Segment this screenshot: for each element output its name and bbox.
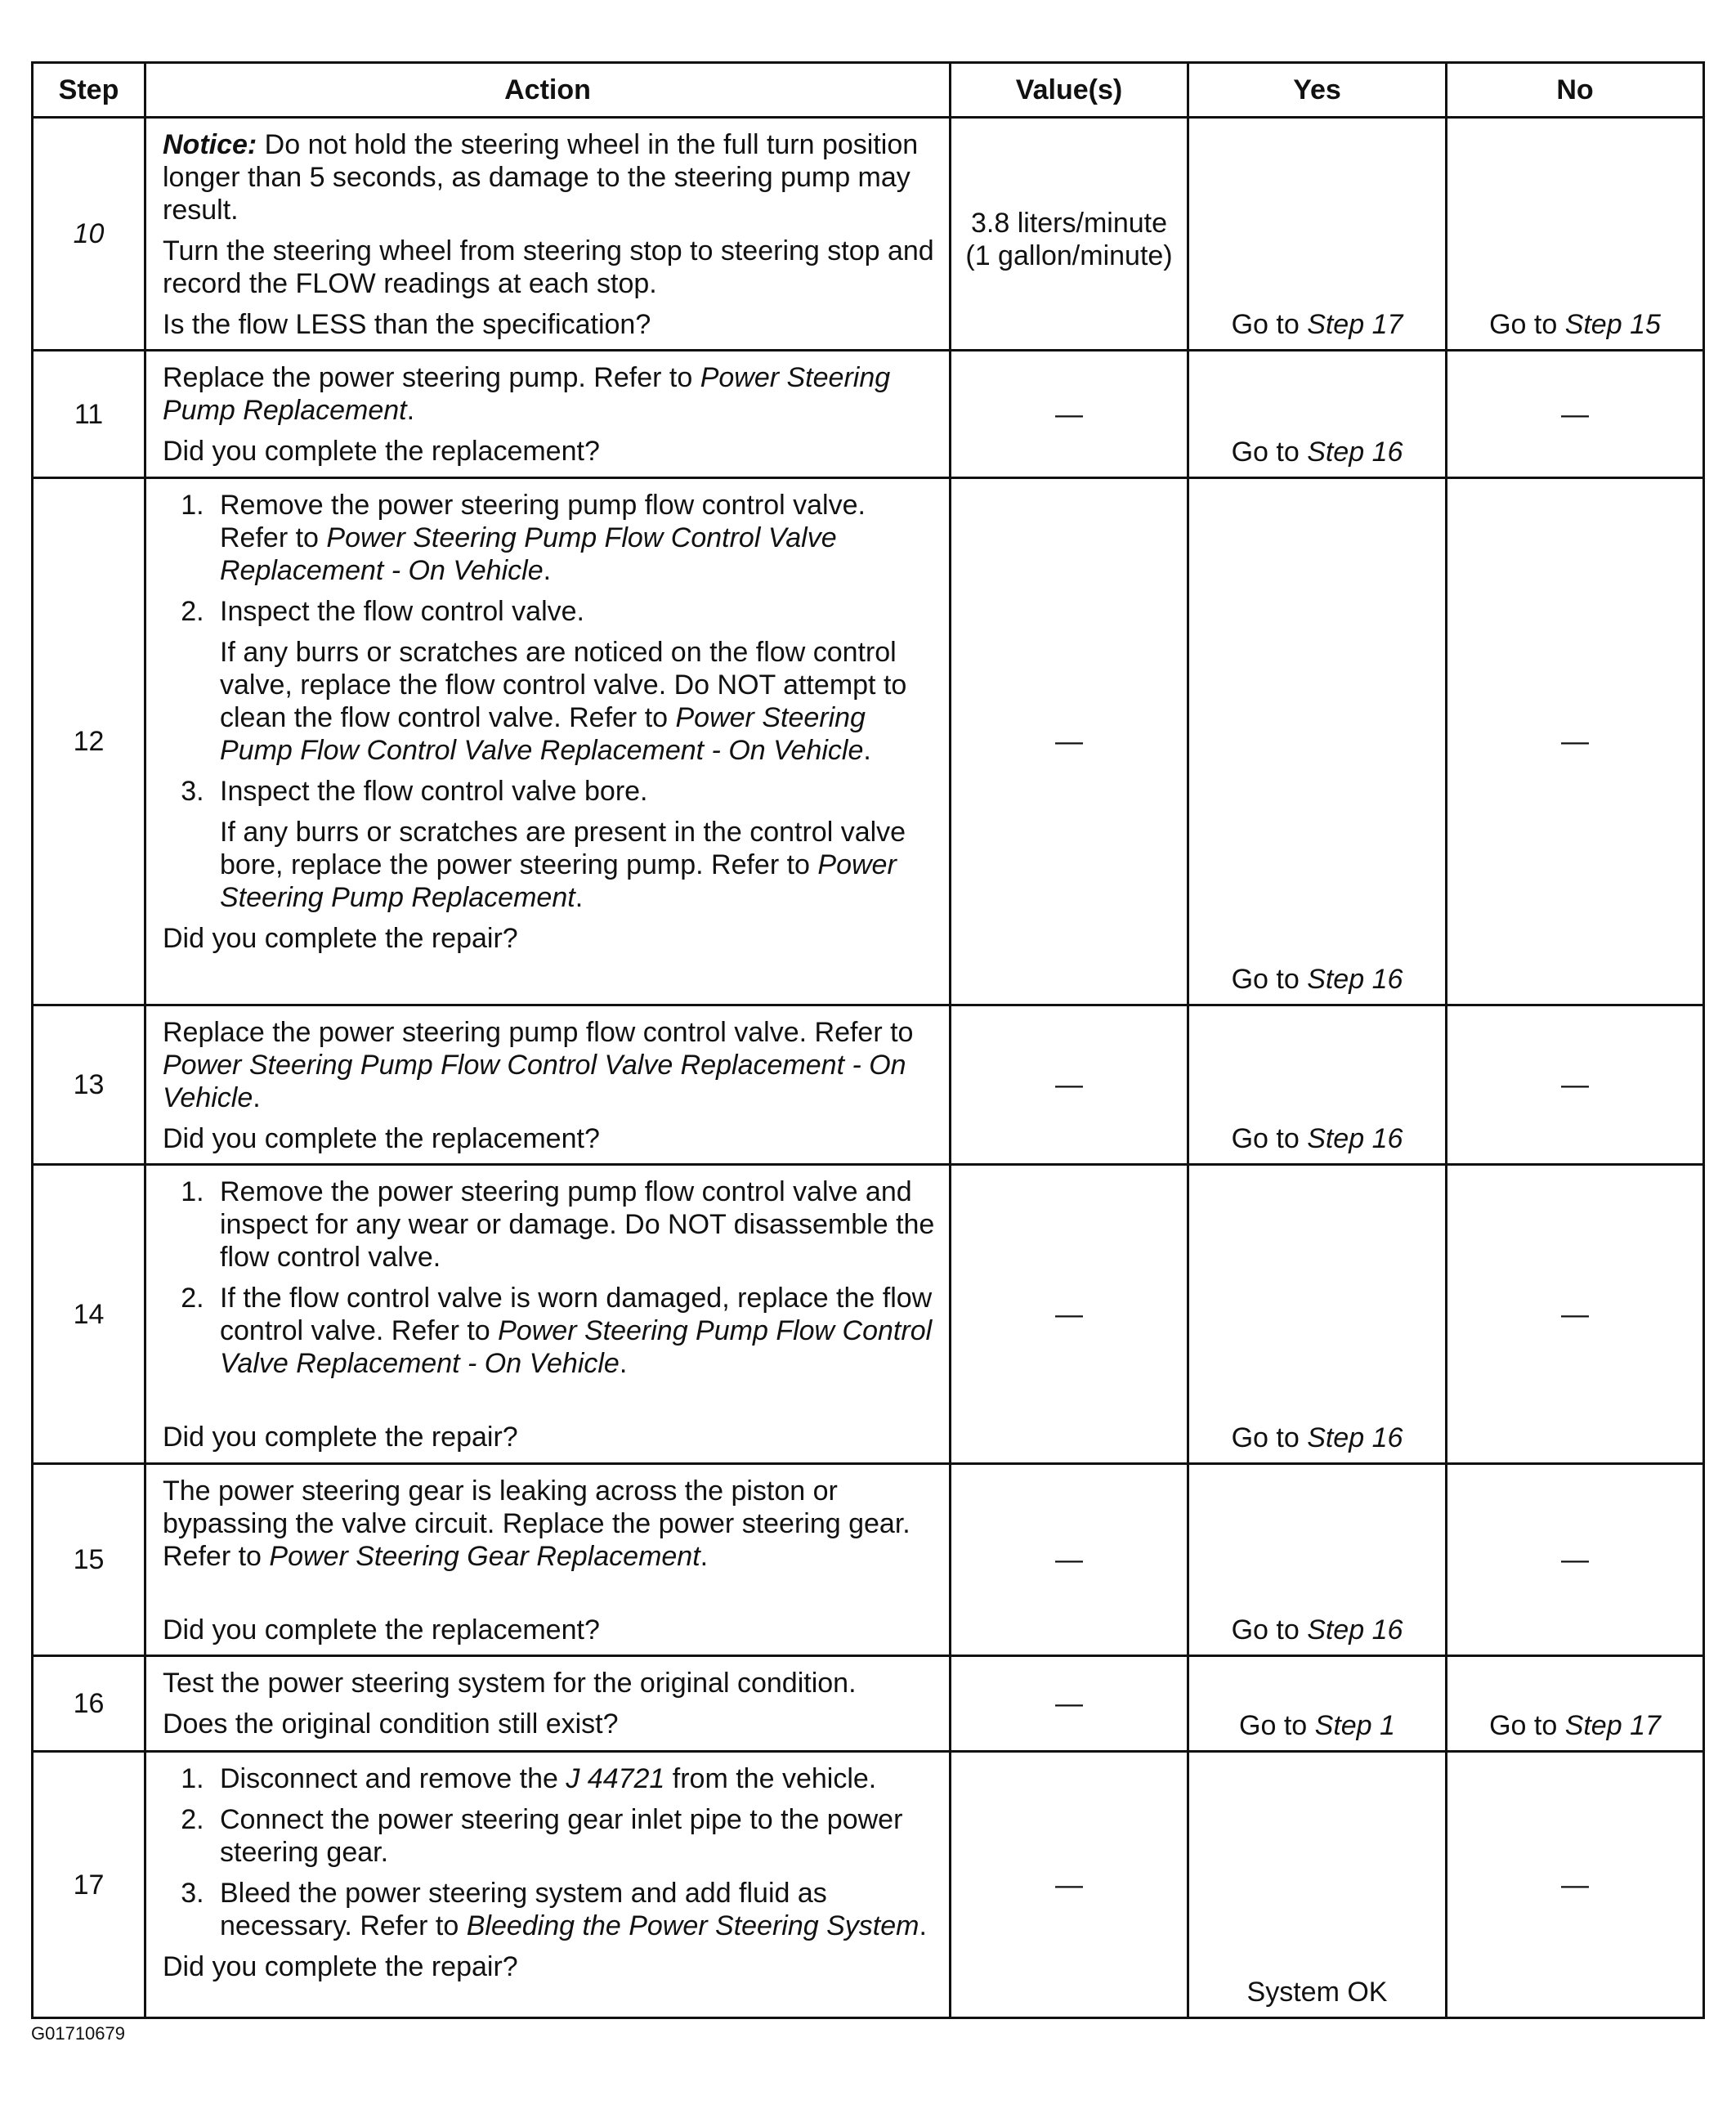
action-cell bbox=[145, 478, 951, 1005]
action-cell bbox=[145, 118, 951, 351]
action-text: Replace the power steering pump flow control valve. Refer to Power Steering Pump Flow Control Valve Replacement - On Vehicle. bbox=[163, 1017, 914, 1113]
yes-cell: Go to Step 16 bbox=[1188, 1005, 1447, 1165]
no-step-link[interactable]: Step 17 bbox=[1564, 1710, 1661, 1741]
step-number: 17 bbox=[33, 1752, 145, 2018]
yes-cell: Go to Step 16 bbox=[1188, 478, 1447, 1005]
list-item: 2. Connect the power steering gear inlet pipe to the power steering gear. bbox=[212, 1803, 936, 1869]
action-question: Does the original condition still exist? bbox=[163, 1708, 619, 1740]
table-row-step-11 bbox=[33, 351, 1704, 478]
no-cell: Go to Step 17 bbox=[1447, 1656, 1704, 1752]
no-dash: — bbox=[1447, 1752, 1704, 2018]
no-step-link[interactable]: Step 15 bbox=[1564, 309, 1661, 340]
list-item: 2. If the flow control valve is worn damaged, replace the flow control valve. Refer to Power Steering Pump Flow Control Valve Replacement - On Vehicle. bbox=[212, 1282, 936, 1380]
reference-link[interactable]: Bleeding the Power Steering System bbox=[466, 1910, 919, 1941]
yes-cell: Go to Step 16 bbox=[1188, 1165, 1447, 1464]
yes-step-link[interactable]: Step 17 bbox=[1307, 309, 1403, 340]
step-number: 14 bbox=[33, 1165, 145, 1464]
reference-link[interactable]: Power Steering Pump Flow Control Valve Replacement - On Vehicle bbox=[220, 522, 837, 586]
yes-step-link[interactable]: Step 16 bbox=[1307, 1614, 1403, 1646]
table-row-step-10 bbox=[33, 118, 1704, 351]
yes-cell: Go to Step 1 bbox=[1188, 1656, 1447, 1752]
notice-paragraph: Notice: Do not hold the steering wheel in the full turn position longer than 5 seconds, as damage to the steering pump may result. bbox=[163, 129, 919, 226]
header-no: No bbox=[1447, 63, 1704, 118]
step-number: 16 bbox=[33, 1656, 145, 1752]
no-dash: — bbox=[1447, 1005, 1704, 1165]
yes-step-link[interactable]: Step 16 bbox=[1307, 437, 1403, 468]
header-yes: Yes bbox=[1188, 63, 1447, 118]
reference-link[interactable]: Power Steering Pump Replacement bbox=[163, 362, 891, 426]
list-item: 1. Remove the power steering pump flow control valve and inspect for any wear or damage. Do NOT disassemble the flow control valve. bbox=[212, 1175, 936, 1274]
action-text: The power steering gear is leaking across the piston or bypassing the valve circuit. Replace the power steering gear. Refer to Power Steering Gear Replacement. bbox=[163, 1475, 911, 1572]
table-row-step-16 bbox=[33, 1656, 1704, 1752]
value-dash: — bbox=[951, 478, 1188, 1005]
no-dash: — bbox=[1447, 478, 1704, 1005]
action-question: Did you complete the repair? bbox=[163, 1422, 518, 1453]
header-row bbox=[33, 63, 1704, 118]
list-item: 1. Disconnect and remove the J 44721 from the vehicle. bbox=[212, 1762, 936, 1795]
list-item-detail: If any burrs or scratches are present in the control valve bore, replace the power steering pump. Refer to Power Steering Pump Replacement. bbox=[220, 817, 906, 913]
action-cell bbox=[145, 1165, 951, 1464]
action-list bbox=[163, 489, 936, 914]
value-cell bbox=[951, 118, 1188, 351]
step-number: 10 bbox=[33, 118, 145, 351]
table-row-step-13 bbox=[33, 1005, 1704, 1165]
action-cell bbox=[145, 1464, 951, 1656]
action-question: Did you complete the replacement? bbox=[163, 436, 600, 467]
action-list bbox=[163, 1762, 936, 1942]
header-step: Step bbox=[33, 63, 145, 118]
action-list bbox=[163, 1175, 936, 1380]
value-dash: — bbox=[951, 351, 1188, 478]
yes-cell: System OK bbox=[1188, 1752, 1447, 2018]
list-item: 1. Remove the power steering pump flow control valve. Refer to Power Steering Pump Flow Control Valve Replacement - On Vehicle. bbox=[212, 489, 936, 587]
reference-link[interactable]: Power Steering Gear Replacement bbox=[269, 1541, 700, 1572]
list-item-detail: If any burrs or scratches are noticed on the flow control valve, replace the flow control valve. Do NOT attempt to clean the flow control valve. Refer to Power Steering Pump Flow Control Valve Replacement - On Vehicle. bbox=[220, 637, 907, 766]
reference-link[interactable]: Power Steering Pump Replacement bbox=[220, 849, 897, 913]
table-row-step-12 bbox=[33, 478, 1704, 1005]
yes-cell: Go to Step 16 bbox=[1188, 1464, 1447, 1656]
reference-link[interactable]: Power Steering Pump Flow Control Valve Replacement - On Vehicle bbox=[220, 702, 866, 766]
value-dash: — bbox=[951, 1165, 1188, 1464]
action-question: Did you complete the replacement? bbox=[163, 1614, 600, 1646]
diagnostic-table bbox=[31, 61, 1705, 2019]
value-liters: 3.8 liters/minute bbox=[971, 208, 1167, 239]
table-row-step-15 bbox=[33, 1464, 1704, 1656]
action-text: Turn the steering wheel from steering stop to steering stop and record the FLOW readings at each stop. bbox=[163, 235, 934, 299]
yes-step-link[interactable]: Step 16 bbox=[1307, 1123, 1403, 1154]
figure-id: G01710679 bbox=[31, 2023, 125, 2044]
header-values: Value(s) bbox=[951, 63, 1188, 118]
value-dash: — bbox=[951, 1752, 1188, 2018]
reference-link[interactable]: Power Steering Pump Flow Control Valve Replacement - On Vehicle bbox=[163, 1050, 906, 1113]
no-dash: — bbox=[1447, 351, 1704, 478]
yes-step-link[interactable]: Step 1 bbox=[1314, 1710, 1395, 1741]
step-number: 11 bbox=[33, 351, 145, 478]
table-row-step-14 bbox=[33, 1165, 1704, 1464]
header-action: Action bbox=[145, 63, 951, 118]
step-number: 15 bbox=[33, 1464, 145, 1656]
yes-step-link[interactable]: Step 16 bbox=[1307, 964, 1403, 995]
value-dash: — bbox=[951, 1656, 1188, 1752]
list-item: 3. Inspect the flow control valve bore. If any burrs or scratches are present in the control valve bore, replace the power steering pump. Refer to Power Steering Pump Replacement. bbox=[212, 775, 936, 914]
yes-step-link[interactable]: Step 16 bbox=[1307, 1422, 1403, 1453]
notice-label: Notice: bbox=[163, 129, 257, 160]
action-cell bbox=[145, 1005, 951, 1165]
yes-cell: Go to Step 17 bbox=[1188, 118, 1447, 351]
tool-reference: J 44721 bbox=[566, 1763, 665, 1794]
action-question: Is the flow LESS than the specification? bbox=[163, 309, 651, 340]
action-question: Did you complete the repair? bbox=[163, 923, 518, 954]
action-cell bbox=[145, 351, 951, 478]
no-dash: — bbox=[1447, 1464, 1704, 1656]
value-dash: — bbox=[951, 1464, 1188, 1656]
yes-cell: Go to Step 16 bbox=[1188, 351, 1447, 478]
table-row-step-17 bbox=[33, 1752, 1704, 2018]
action-cell bbox=[145, 1656, 951, 1752]
action-question: Did you complete the repair? bbox=[163, 1951, 518, 1982]
step-number: 12 bbox=[33, 478, 145, 1005]
value-dash: — bbox=[951, 1005, 1188, 1165]
reference-link[interactable]: Power Steering Pump Flow Control Valve Replacement - On Vehicle bbox=[220, 1315, 933, 1379]
action-cell bbox=[145, 1752, 951, 2018]
list-item: 2. Inspect the flow control valve. If any burrs or scratches are noticed on the flow control valve, replace the flow control valve. Do NOT attempt to clean the flow control valve. Refer to Power Steering Pump Flow Control Valve Replacement - On Vehicle. bbox=[212, 595, 936, 767]
action-text: Replace the power steering pump. Refer to Power Steering Pump Replacement. bbox=[163, 362, 891, 426]
no-cell: Go to Step 15 bbox=[1447, 118, 1704, 351]
list-item: 3. Bleed the power steering system and add fluid as necessary. Refer to Bleeding the Power Steering System. bbox=[212, 1877, 936, 1942]
value-gallons: (1 gallon/minute) bbox=[965, 240, 1173, 271]
action-question: Did you complete the replacement? bbox=[163, 1123, 600, 1154]
no-dash: — bbox=[1447, 1165, 1704, 1464]
action-text: Test the power steering system for the original condition. bbox=[163, 1668, 857, 1699]
step-number: 13 bbox=[33, 1005, 145, 1165]
